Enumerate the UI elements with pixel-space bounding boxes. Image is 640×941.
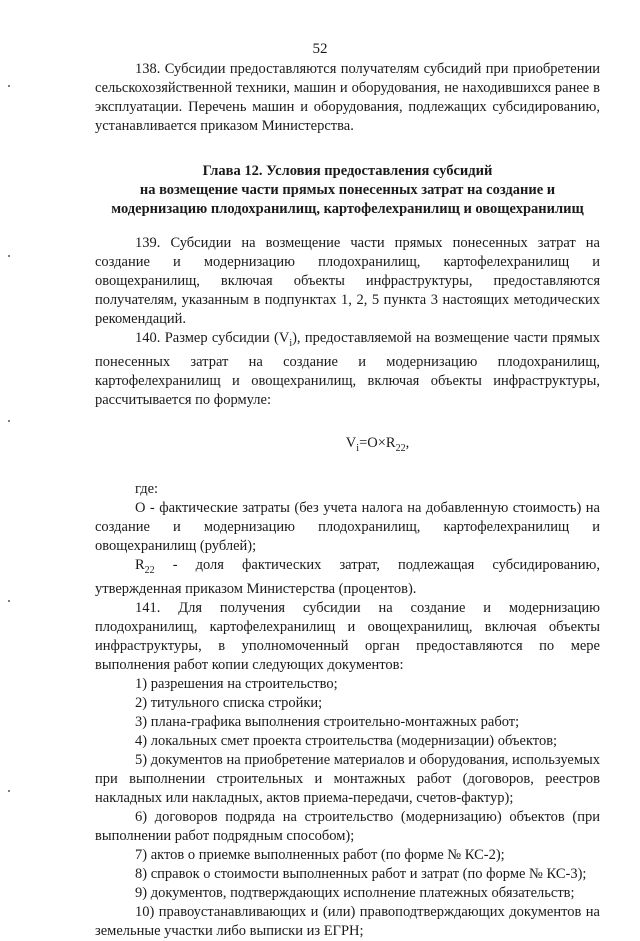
list-item: 7) актов о приемке выполненных работ (по форме № КС-2); bbox=[135, 846, 505, 863]
list-item: 3) плана-графика выполнения строительно-монтажных работ; bbox=[135, 713, 520, 730]
list-item: 10) правоустанавливающих и (или) правоподтверждающих документов на земельные участки либо выписки из ЕГРН; bbox=[95, 903, 600, 939]
list-item: 8) справок о стоимости выполненных работ и затрат (по форме № КС-3); bbox=[135, 865, 587, 882]
chapter-heading bbox=[95, 162, 600, 219]
definition-r: $R_{22}$ - доля фактических затрат, подлежащая субсидированию, утвержденная приказом Министерства (процентов). bbox=[95, 556, 600, 597]
list-item: 5) документов на приобретение материалов и оборудования, используемых при выполнении строительных и монтажных работ (договоров, реестров накладных или накладных, актов приема-передачи, счетов-фактур); bbox=[95, 751, 600, 806]
paragraph-138: 138. Субсидии предоставляются получателям субсидий при приобретении сельскохозяйственной техники, машин и оборудования, не находившихся ранее в эксплуатации. Перечень машин и оборудования, подлежащих субсидированию, устанавливается приказом Министерства. bbox=[95, 61, 600, 134]
definition-o: О - фактические затраты (без учета налога на добавленную стоимость) на создание и модернизацию плодохранилищ, картофелехранилищ и овощехранилищ (рублей); bbox=[95, 499, 600, 554]
margin-mark bbox=[8, 420, 10, 422]
paragraph-140: 140. Размер субсидии $(V_i)$, предоставляемой на возмещение части прямых понесенных затрат на создание и модернизацию плодохранилищ, картофелехранилищ и овощехранилищ, включая объекты инфраструктуры, рассчитывается по формуле: bbox=[95, 330, 600, 408]
chapter-heading-line: Глава 12. Условия предоставления субсидий bbox=[202, 163, 493, 179]
formula: $V_i=O\times R_{22}$, bbox=[345, 434, 410, 454]
chapter-heading-line: модернизацию плодохранилищ, картофелехранилищ и овощехранилищ bbox=[111, 201, 584, 217]
margin-mark bbox=[8, 790, 10, 792]
list-item: 4) локальных смет проекта строительства (модернизации) объектов; bbox=[135, 732, 558, 749]
document-body bbox=[95, 60, 600, 941]
paragraph-139: 139. Субсидии на возмещение части прямых понесенных затрат на создание и модернизацию плодохранилищ, картофелехранилищ и овощехранилищ, включая объекты инфраструктуры, предоставляются получателям, указанным в подпунктах 1, 2, 5 пункта 3 настоящих методических рекомендаций. bbox=[95, 235, 600, 327]
list-item: 1) разрешения на строительство; bbox=[135, 675, 338, 692]
paragraph-141: 141. Для получения субсидии на создание и модернизацию плодохранилищ, картофелехранилищ и овощехранилищ, включая объекты инфраструктуры, в уполномоченный орган предоставляются по мере выполнения работ копии следующих документов: bbox=[95, 599, 600, 673]
margin-mark bbox=[8, 85, 10, 87]
list-item: 9) документов, подтверждающих исполнение платежных обязательств; bbox=[135, 884, 575, 901]
document-list bbox=[95, 675, 600, 941]
margin-mark bbox=[8, 255, 10, 257]
where-label: где: bbox=[135, 480, 159, 497]
list-item: 6) договоров подряда на строительство (модернизацию) объектов (при выполнении работ подрядным способом); bbox=[95, 808, 600, 844]
margin-mark bbox=[8, 600, 10, 602]
list-item: 2) титульного списка стройки; bbox=[135, 694, 323, 711]
page-number: 52 bbox=[312, 41, 328, 57]
chapter-heading-line: на возмещение части прямых понесенных затрат на создание и bbox=[139, 182, 556, 198]
